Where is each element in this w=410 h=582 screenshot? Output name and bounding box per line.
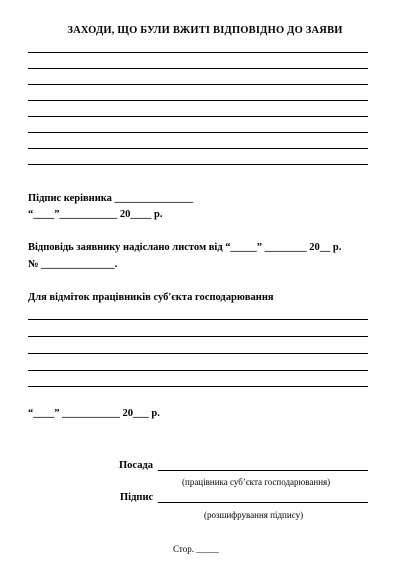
blank-line bbox=[28, 164, 368, 165]
notes-heading: Для відміток працівників суб'єкта господарювання bbox=[28, 292, 274, 303]
blank-line bbox=[28, 353, 368, 354]
blank-line bbox=[28, 319, 368, 320]
signature-line bbox=[158, 502, 368, 503]
head-signature-label: Підпис керівника _______________ bbox=[28, 193, 194, 204]
position-line bbox=[158, 470, 368, 471]
signature-label: Підпис bbox=[120, 492, 154, 503]
head-signature-date: “____”___________ 20____ р. bbox=[28, 209, 163, 220]
blank-line bbox=[28, 68, 368, 69]
page-number: Стор. _____ bbox=[173, 544, 219, 554]
blank-line bbox=[28, 52, 368, 53]
signature-caption: (розшифрування підпису) bbox=[204, 510, 304, 520]
blank-line bbox=[28, 84, 368, 85]
blank-line bbox=[28, 132, 368, 133]
blank-line bbox=[28, 336, 368, 337]
position-caption: (працівника суб’єкта господарювання) bbox=[182, 477, 331, 487]
bottom-date: “____” ___________ 20___ р. bbox=[28, 408, 160, 419]
blank-line bbox=[28, 148, 368, 149]
blank-line bbox=[28, 100, 368, 101]
reply-number-line: № ______________. bbox=[28, 259, 118, 270]
blank-line bbox=[28, 116, 368, 117]
blank-line bbox=[28, 386, 368, 387]
position-label: Посада bbox=[119, 460, 154, 471]
page-title: ЗАХОДИ, ЩО БУЛИ ВЖИТІ ВІДПОВІДНО ДО ЗАЯВИ bbox=[67, 25, 343, 36]
blank-line bbox=[28, 370, 368, 371]
reply-sent-line: Відповідь заявнику надіслано листом від “_____” ________ 20__ р. bbox=[28, 242, 342, 253]
